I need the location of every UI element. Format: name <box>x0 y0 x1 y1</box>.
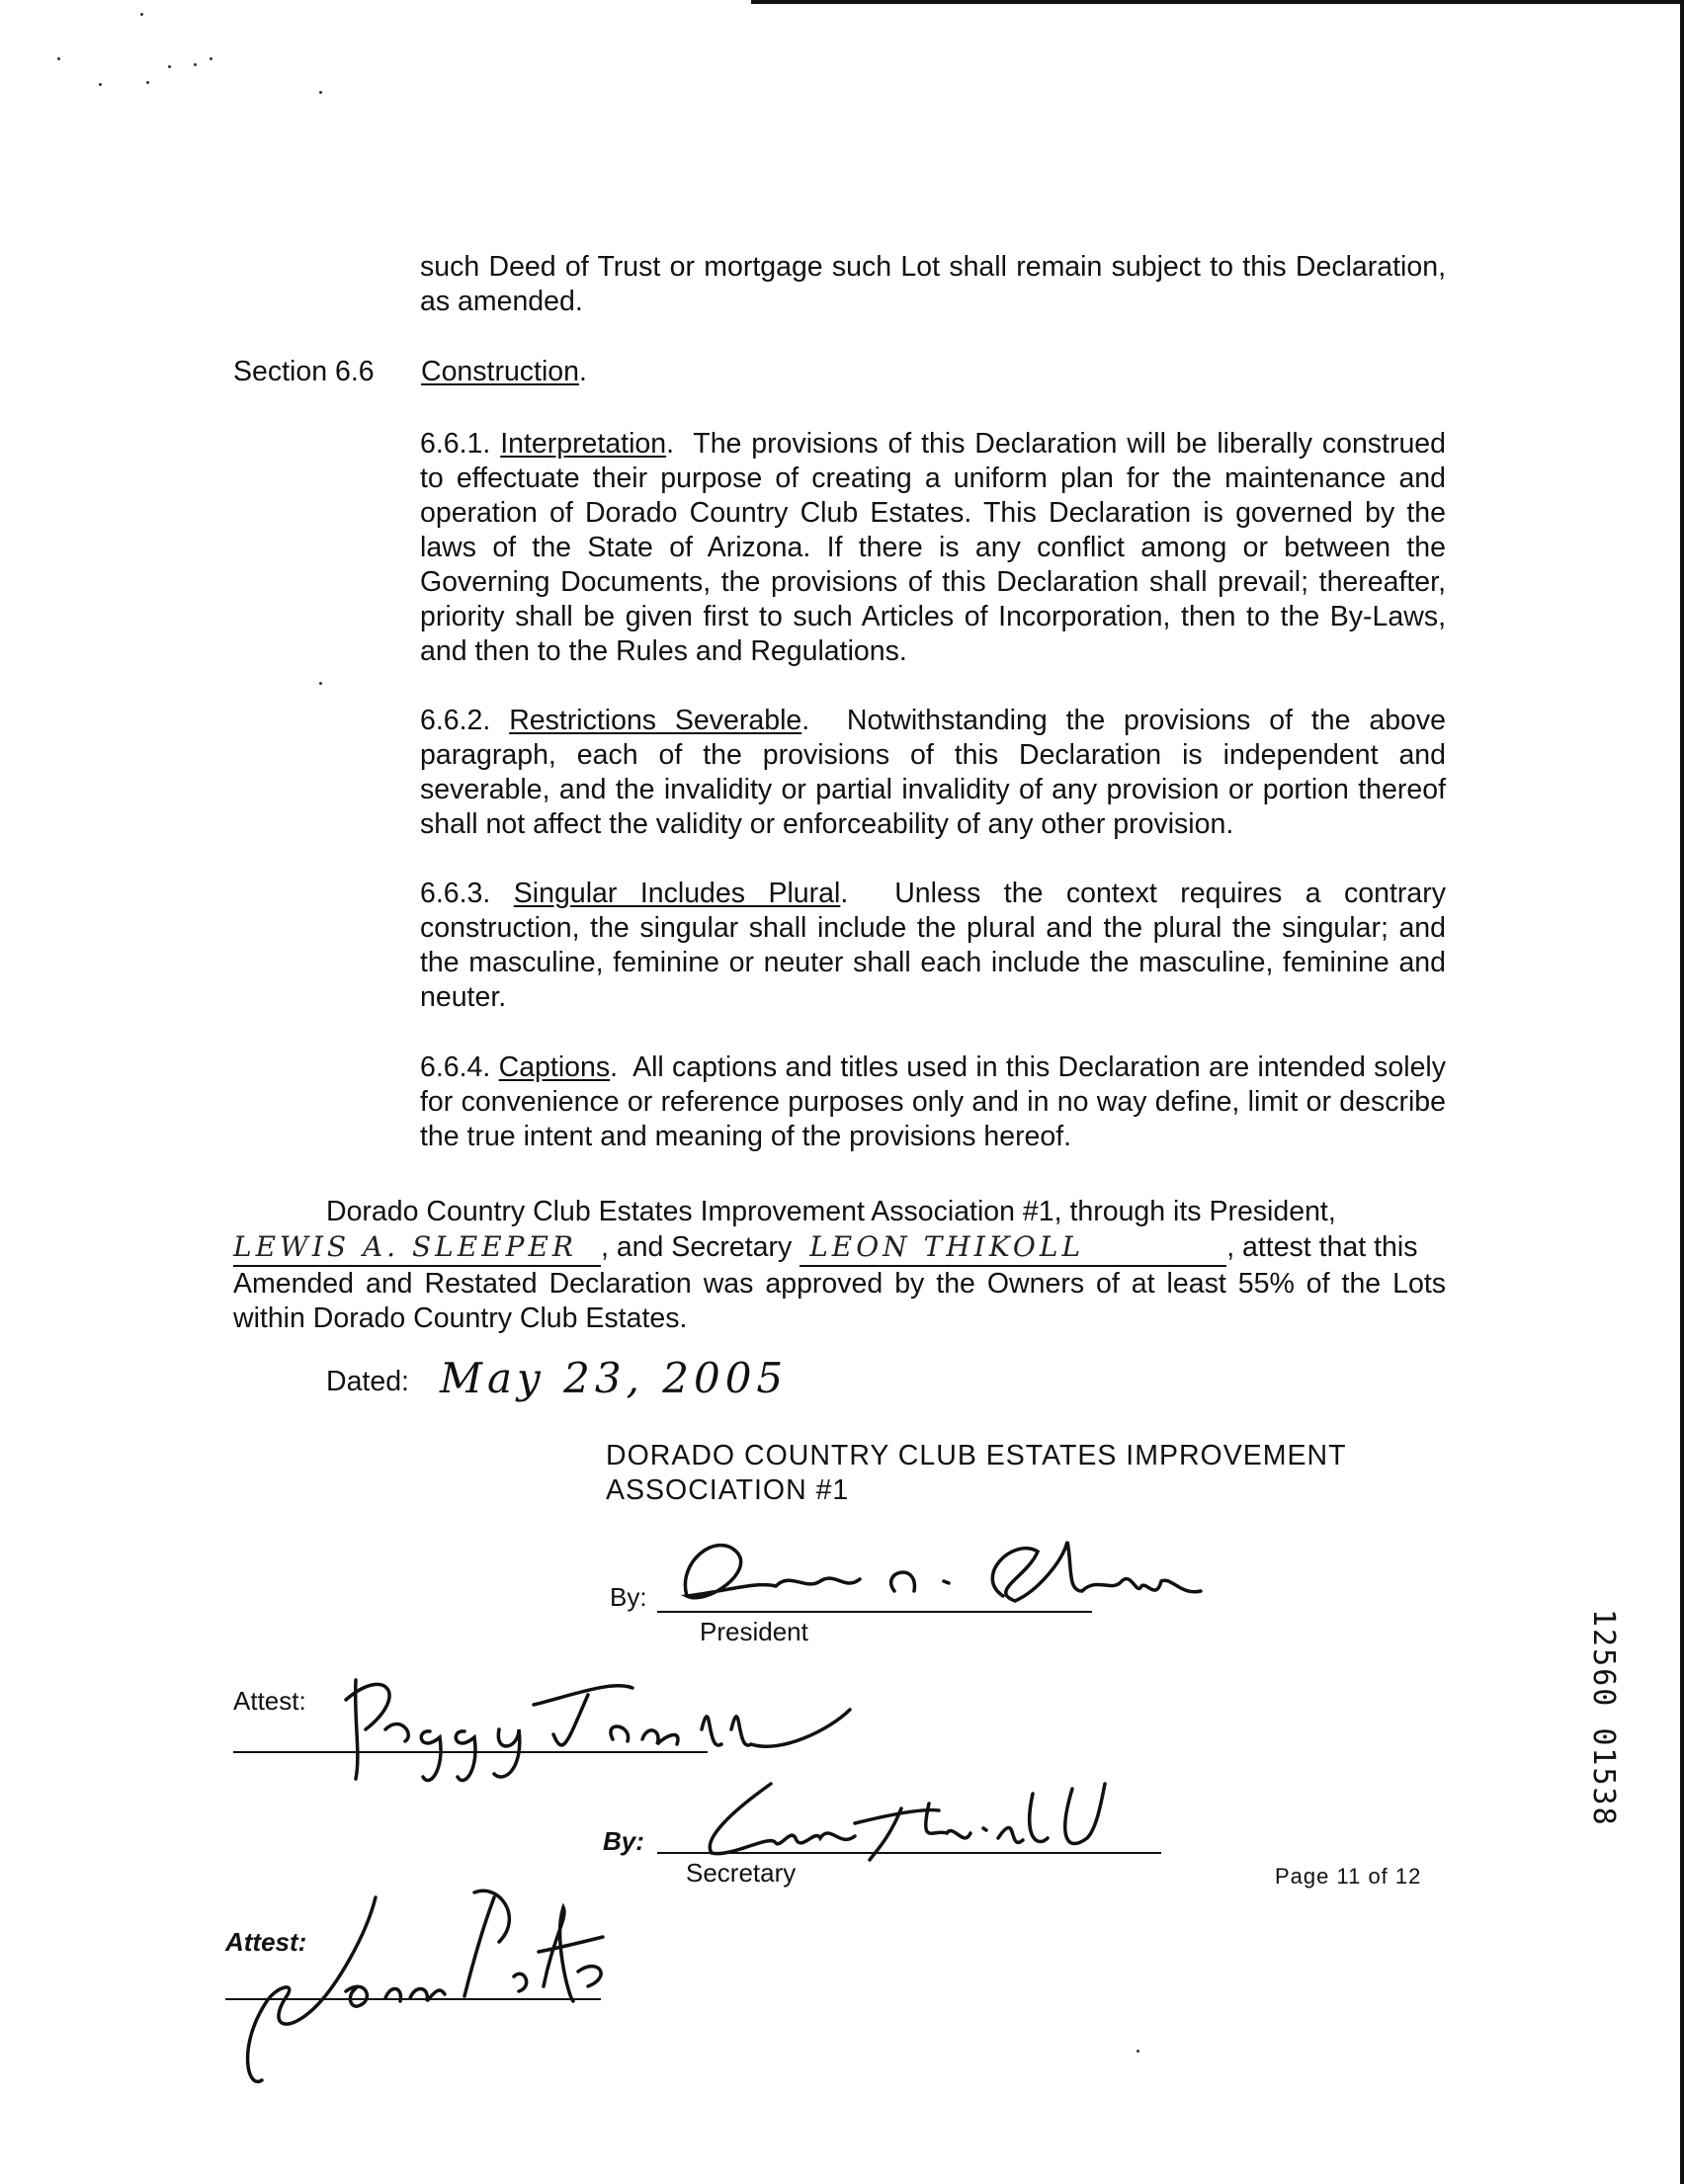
scan-speck <box>140 13 143 16</box>
subsection-text: Notwithstanding the provisions of the above paragraph, each of the provisions of this Declaration is independent and severable, and the invalidity or partial invalidity of any provision or portion thereof shall not affect the validity or enforceability of any other provision. <box>420 705 1446 840</box>
subsection-6-6-4: 6.6.4. Captions. All captions and titles used in this Declaration are intended solely for convenience or reference purposes only and in no way define, limit or describe the true intent and meaning of the provisions hereof. <box>420 1051 1447 1152</box>
subsection-number: 6.6.2. <box>420 705 491 736</box>
secretary-by-label: By: <box>603 1826 644 1856</box>
subsection-title: Interpretation <box>500 428 667 460</box>
scan-speck <box>1137 2050 1139 2053</box>
scan-speck <box>319 91 322 94</box>
president-name-handwritten: LEWIS A. SLEEPER <box>233 1230 577 1263</box>
subsection-title: Singular Includes Plural <box>513 878 841 909</box>
association-name: DORADO COUNTRY CLUB ESTATES IMPROVEMENT ASSOCIATION #1 <box>606 1440 1346 1506</box>
subsection-text: Unless the context requires a contrary construction, the singular shall include the plural and the plural the singular; and the masculine, feminine or neuter shall each include the masculine, feminine and neuter. <box>420 878 1446 1013</box>
subsection-6-6-2: 6.6.2. Restrictions Severable. Notwithstanding the provisions of the above paragraph, each of the provisions of this Declaration is independent and severable, and the invalidity or partial invalidity of any provision or portion thereof shall not affect the validity or enforceability of any other provision. <box>420 705 1446 840</box>
subsection-text: All captions and titles used in this Declaration are intended solely for convenience or reference purposes only and in no way define, limit or describe the true intent and meaning of the provisions hereof. <box>420 1051 1447 1152</box>
president-caption: President <box>700 1617 808 1646</box>
dated-value-handwritten: May 23, 2005 <box>440 1354 789 1402</box>
secretary-name-handwritten: LEON THIKOLL <box>809 1230 1085 1263</box>
scan-speck <box>168 65 171 68</box>
president-by-label: By: <box>610 1582 647 1612</box>
dated-label: Dated: <box>326 1366 409 1397</box>
dated-field <box>326 1354 789 1402</box>
attestation-paragraph <box>233 1195 1446 1336</box>
scan-speck <box>146 81 149 84</box>
section-title: Construction <box>421 356 579 387</box>
attest-label-1: Attest: <box>233 1686 306 1716</box>
attest-signature-2 <box>227 1878 642 2105</box>
subsection-number: 6.6.1. <box>420 428 491 460</box>
section-heading: Section 6.6 Construction. <box>233 356 587 387</box>
subsection-title: Captions <box>498 1051 611 1083</box>
section-number: Section 6.6 <box>233 356 375 387</box>
secretary-caption: Secretary <box>686 1858 797 1888</box>
and-secretary-text: , and Secretary <box>601 1231 793 1263</box>
subsection-number: 6.6.4. <box>420 1051 491 1083</box>
scan-speck <box>57 57 60 60</box>
president-signature <box>647 1522 1221 1631</box>
margin-stamp: 12560 01538 <box>1586 1609 1621 1827</box>
subsection-6-6-3: 6.6.3. Singular Includes Plural. Unless the context requires a contrary construction, the singular shall include the plural and the plural the singular; and the masculine, feminine or neuter shall each include the masculine, feminine and neuter. <box>420 878 1446 1013</box>
attest-that-text: , attest that this <box>1226 1231 1418 1263</box>
scan-speck <box>99 83 102 86</box>
page-number: Page 11 of 12 <box>1275 1864 1422 1889</box>
attestation-line-1: Dorado Country Club Estates Improvement Association #1, through its President, <box>326 1196 1336 1227</box>
scan-speck <box>210 57 212 60</box>
attestation-rest: Amended and Restated Declaration was approved by the Owners of at least 55% of the Lots within Dorado Country Club Estates. <box>233 1268 1446 1334</box>
subsection-text: The provisions of this Declaration will be liberally construed to effectuate their purpose of creating a uniform plan for the maintenance and operation of Dorado Country Club Estates. This Declaration is governed by the laws of the State of Arizona. If there is any conflict among or between the Governing Documents, the provisions of this Declaration shall prevail; thereafter, priority shall be given first to such Articles of Incorporation, then to the By-Laws, and then to the Rules and Regulations. <box>420 428 1447 667</box>
secretary-signature <box>682 1769 1137 1878</box>
scan-speck <box>194 63 197 66</box>
subsection-number: 6.6.3. <box>420 878 491 909</box>
scan-speck <box>319 682 322 685</box>
attest-label-2: Attest: <box>225 1927 307 1957</box>
scan-edge-right <box>1680 0 1684 2184</box>
intro-paragraph: such Deed of Trust or mortgage such Lot shall remain subject to this Declaration, as amended. <box>420 251 1446 317</box>
attestation-line-2 <box>233 1229 1446 1267</box>
subsection-title: Restrictions Severable <box>509 705 802 736</box>
subsection-6-6-1: 6.6.1. Interpretation. The provisions of this Declaration will be liberally construed to effectuate their purpose of creating a uniform plan for the maintenance and operation of Dorado Country Club Estates. This Declaration is governed by the laws of the State of Arizona. If there is any conflict among or between the Governing Documents, the provisions of this Declaration shall prevail; thereafter, priority shall be given first to such Articles of Incorporation, then to the By-Laws, and then to the Rules and Regulations. <box>420 428 1447 667</box>
scan-edge-top <box>751 0 1684 4</box>
